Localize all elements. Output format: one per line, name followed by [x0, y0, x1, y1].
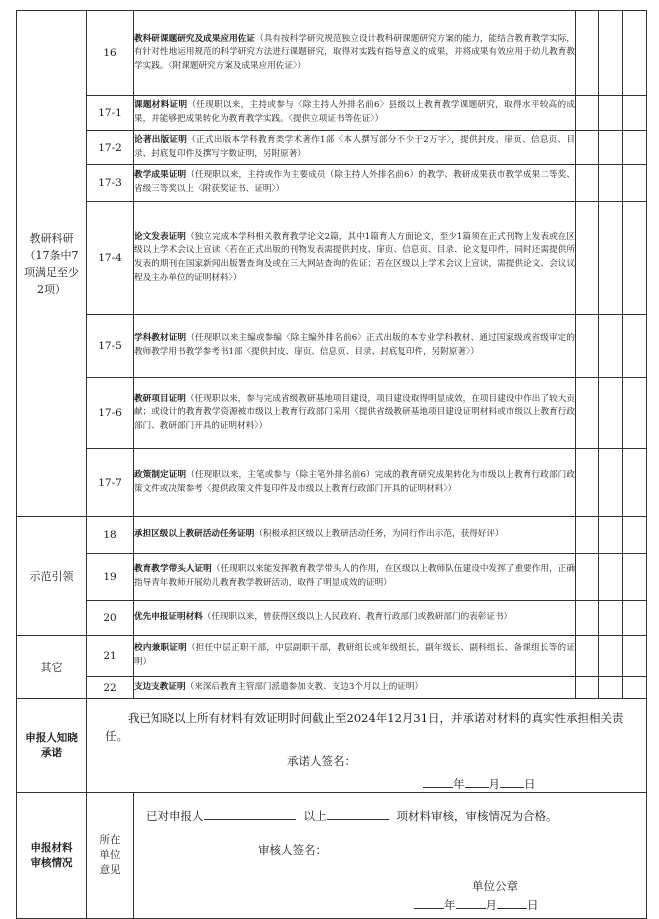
check-cell[interactable] — [599, 636, 623, 677]
check-cell[interactable] — [623, 202, 647, 315]
item-title: 承担区级以上教研活动任务证明 — [134, 529, 255, 540]
item-number: 17-1 — [87, 96, 134, 131]
item-description — [134, 378, 576, 449]
check-cell[interactable] — [576, 517, 599, 554]
check-cell[interactable] — [576, 378, 599, 449]
item-description — [134, 315, 576, 378]
check-cell[interactable] — [599, 165, 623, 202]
item-title: 优先申报证明材料 — [134, 612, 203, 623]
item-number: 17-3 — [87, 165, 134, 202]
check-cell[interactable] — [599, 202, 623, 315]
item-body: （任现职以来，主持或作为主要成员（除主持人外排名前6）的教学、教研成果获市教学成果二等奖、省级三等奖以上〈附获奖证书、证明〉） — [134, 170, 575, 194]
item-description — [134, 131, 576, 165]
check-cell[interactable] — [576, 554, 599, 601]
table-row — [17, 315, 647, 378]
category-label: 教研科研 — [29, 231, 74, 245]
check-cell[interactable] — [576, 636, 599, 677]
item-body: （任现职以来，主持或参与〈除主持人外排名前6〉县级以上教育教学课题研究，取得水平较高的成果，并能够把成果转化为教育教学实践。〈提供立项证书等佐证〉） — [134, 100, 575, 124]
item-number: 20 — [87, 601, 134, 636]
check-cell[interactable] — [599, 378, 623, 449]
check-cell[interactable] — [599, 131, 623, 165]
item-body: （积极承担区级以上教研活动任务，为同行作出示范，获得好评） — [254, 529, 504, 540]
item-body: （来深后教育主管部门派遣参加支教、支边3个月以上的证明） — [185, 681, 424, 692]
unit-opinion-text: 所在单位意见 — [99, 834, 121, 876]
item-number: 19 — [87, 554, 134, 601]
table-row — [17, 165, 647, 202]
unit-seal: 单位公章 — [472, 879, 518, 893]
check-cell[interactable] — [576, 315, 599, 378]
category-label: 其它 — [40, 660, 63, 674]
check-cell[interactable] — [599, 449, 623, 517]
item-number: 21 — [87, 636, 134, 677]
check-cell[interactable] — [623, 131, 647, 165]
table-row — [17, 378, 647, 449]
item-body: （任现职以来主编或参编〈除主编外排名前6〉正式出版的本专业学科教材、通过国家级或省级审定的教师教学用书教学参考书1部〈提供封皮、扉页、信息页、目录、封底复印件，另附原著〉） — [134, 333, 575, 357]
check-cell[interactable] — [623, 378, 647, 449]
item-description — [134, 449, 576, 517]
check-cell[interactable] — [623, 636, 647, 677]
table-row — [17, 449, 647, 517]
item-body: （任现职以来，曾获得区级以上人民政府、教育行政部门或教研部门的表彰证书） — [202, 612, 513, 623]
check-cell[interactable] — [576, 165, 599, 202]
table-row — [17, 554, 647, 601]
item-count-blank[interactable] — [327, 807, 389, 820]
declaration-date: 年 月 日 — [423, 775, 646, 792]
check-cell[interactable] — [623, 449, 647, 517]
reviewer-signature: 审核人签名： — [258, 843, 327, 857]
item-description — [134, 202, 576, 315]
check-cell[interactable] — [623, 677, 647, 699]
check-cell[interactable] — [623, 601, 647, 636]
review-row — [17, 793, 647, 919]
review-label — [17, 793, 87, 919]
item-body: （任现职以来能发挥教育教学带头人的作用，在区级以上教师队伍建设中发挥了重要作用，正确指导青年教师开展幼儿教育教学教研活动，取得了明显成效的证明） — [134, 564, 575, 588]
item-title: 教学成果证明 — [134, 170, 187, 181]
item-number: 17-2 — [87, 131, 134, 165]
table-row — [17, 202, 647, 315]
check-cell[interactable] — [576, 449, 599, 517]
item-body: （具有按科学研究规范独立设计教科研课题研究方案的能力，能结合教育教学实际，有针对性地运用规范的科学研究方法进行课题研究，取得对实践有指导意义的成果，并将成果有效应用于幼儿教育教学实践。〈附课题研究方案及成果应用佐证〉） — [134, 33, 575, 71]
check-cell[interactable] — [576, 677, 599, 699]
check-cell[interactable] — [576, 601, 599, 636]
item-number: 17-7 — [87, 449, 134, 517]
check-cell[interactable] — [623, 165, 647, 202]
check-cell[interactable] — [599, 96, 623, 131]
category-label: 示范引领 — [29, 569, 74, 583]
item-title: 教科研课题研究及成果应用佐证 — [134, 33, 256, 44]
item-description — [134, 554, 576, 601]
declaration-label-text: 申报人知晓承诺 — [25, 731, 78, 759]
unit-opinion-label — [87, 793, 134, 919]
item-title: 政策制定证明 — [134, 469, 187, 480]
item-number: 22 — [87, 677, 134, 699]
check-cell[interactable] — [623, 315, 647, 378]
item-title: 学科教材证明 — [134, 333, 187, 344]
check-cell[interactable] — [599, 601, 623, 636]
item-body: （任现职以来，参与完成省级教研基地项目建设，项目建设取得明显成效，在项目建设中作出了较大贡献；或设计的教育教学资源被市级以上教育行政部门采用〈提供省级教研基地项目建设证明材料或市级以上教育行政部门、教研部门开具的证明材料〉） — [134, 393, 575, 431]
table-row — [17, 517, 647, 554]
declaration-signer: 承诺人签名： — [287, 754, 356, 768]
review-line: 已对申报人 以上 项材料审核，审核情况为合格。 — [146, 809, 558, 823]
item-body: （正式出版本学科教育类学术著作1部〈本人撰写部分不少于2万字〉，提供封皮、扉页、信息页、目录、封底复印件及撰写字数证明，另附原著） — [134, 134, 575, 159]
item-title: 教研项目证明 — [134, 393, 186, 404]
check-cell[interactable] — [623, 11, 647, 96]
item-description — [134, 11, 576, 96]
item-number: 17-5 — [87, 315, 134, 378]
item-description — [134, 601, 576, 636]
check-cell[interactable] — [623, 517, 647, 554]
category-other — [17, 636, 87, 699]
check-cell[interactable] — [599, 517, 623, 554]
item-title: 教育教学带头人证明 — [134, 564, 212, 575]
check-cell[interactable] — [576, 131, 599, 165]
category-note: （17条中7项满足至少2项） — [24, 248, 79, 296]
item-body: （独立完成本学科相关教育教学论文2篇，其中1篇育人方面论文，至少1篇须在正式刊物上发表或在区级以上学术会议上宣读〈若在正式出版的刊物发表需提供封皮、扉页、信息页、目录、论文复印件，同时还需提供所发表的期刊在国家新闻出版署查询及或在三大网站查询的佐证；若在区级以上学术会议上宣读，需提供论文、会议议程及主办单位的证明材料〉） — [134, 231, 575, 283]
item-title: 论著出版证明 — [134, 134, 188, 145]
applicant-name-blank[interactable] — [204, 807, 296, 820]
table-row — [17, 131, 647, 165]
check-cell[interactable] — [623, 96, 647, 131]
evidence-table — [16, 10, 647, 919]
declaration-label — [17, 699, 87, 793]
check-cell[interactable] — [599, 315, 623, 378]
category-demo — [17, 517, 87, 636]
table-row — [17, 636, 647, 677]
table-row — [17, 96, 647, 131]
review-cell — [134, 793, 647, 919]
item-title: 课题材料证明 — [134, 100, 188, 111]
item-description — [134, 517, 576, 554]
item-number: 16 — [87, 11, 134, 96]
item-body: （任现职以来，主笔或参与（除主笔外排名前6）完成的教育研究成果转化为市级以上教育行政部门政策文件或决策参考〈提供政策文件复印件及市级以上教育行政部门开具的证明材料〉） — [134, 469, 575, 494]
item-number: 17-4 — [87, 202, 134, 315]
item-body: （担任中层正职干部，中层副职干部，教研组长或年级组长，副年级长、副科组长、备课组长等的证明） — [134, 643, 575, 667]
item-title: 论文发表证明 — [134, 231, 186, 242]
review-label-text: 申报材料审核情况 — [30, 841, 73, 869]
check-cell[interactable] — [576, 11, 599, 96]
check-cell[interactable] — [599, 11, 623, 96]
table-row — [17, 11, 647, 96]
item-number: 18 — [87, 517, 134, 554]
item-title: 支边支教证明 — [134, 681, 186, 692]
item-title: 校内兼职证明 — [134, 643, 187, 654]
check-cell[interactable] — [623, 554, 647, 601]
item-number: 17-6 — [87, 378, 134, 449]
table-row — [17, 677, 647, 699]
category-research — [17, 11, 87, 517]
item-description — [134, 636, 576, 677]
item-description — [134, 96, 576, 131]
review-date: 年 月 日 — [414, 896, 646, 913]
item-description — [134, 677, 576, 699]
table-row — [17, 601, 647, 636]
check-cell[interactable] — [576, 202, 599, 315]
declaration-row — [17, 699, 647, 793]
declaration-cell — [87, 699, 647, 793]
check-cell[interactable] — [599, 677, 623, 699]
check-cell[interactable] — [599, 554, 623, 601]
check-cell[interactable] — [576, 96, 599, 131]
declaration-text: 我已知晓以上所有材料有效证明时间截止至2024年12月31日，并承诺对材料的真实性承担相关责任。 — [105, 711, 624, 743]
item-description — [134, 165, 576, 202]
